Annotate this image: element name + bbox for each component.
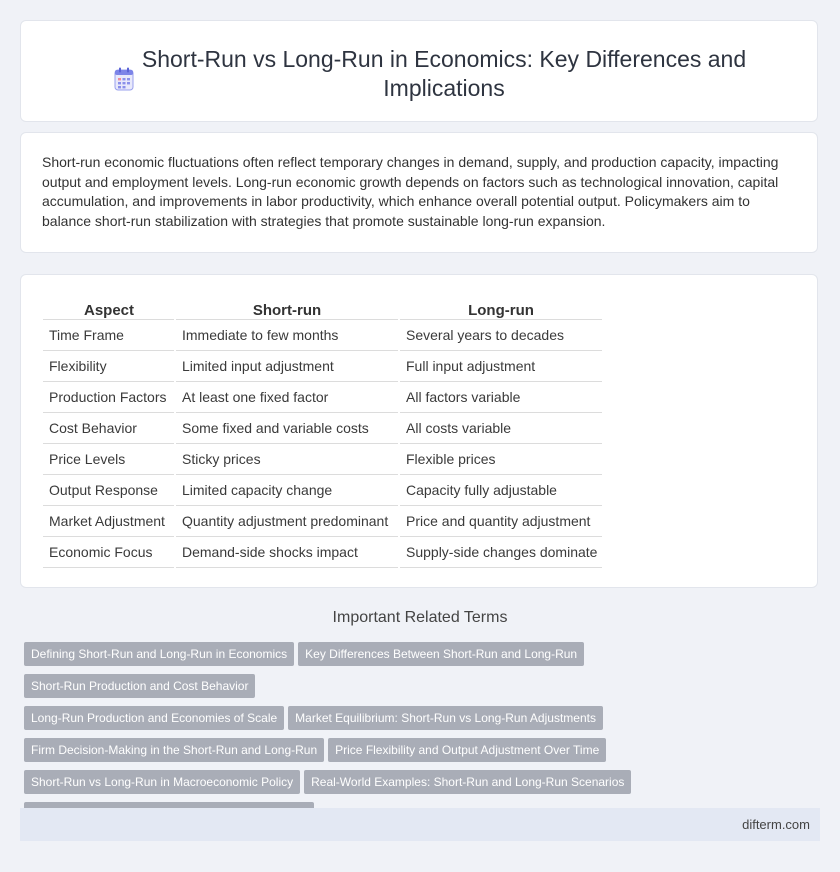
cell-short-run: Quantity adjustment predominant	[175, 506, 399, 537]
cell-long-run: Supply-side changes dominate	[399, 537, 603, 568]
cell-aspect: Economic Focus	[43, 537, 175, 568]
related-term-tag[interactable]: Key Differences Between Short-Run and Long-Run	[298, 642, 584, 666]
cell-long-run: All costs variable	[399, 413, 603, 444]
cell-short-run: Limited capacity change	[175, 475, 399, 506]
table-row	[43, 537, 603, 568]
cell-long-run: Several years to decades	[399, 320, 603, 351]
table-row	[43, 320, 603, 351]
header-short-run: Short-run	[252, 302, 322, 319]
intro-card	[20, 132, 818, 253]
header-aspect: Aspect	[83, 302, 135, 319]
related-term-tag[interactable]: Market Equilibrium: Short-Run vs Long-Run Adjustments	[288, 706, 603, 730]
cell-short-run: Sticky prices	[175, 444, 399, 475]
table-row	[43, 382, 603, 413]
table-row	[43, 351, 603, 382]
header-card	[20, 20, 818, 122]
cell-long-run: Price and quantity adjustment	[399, 506, 603, 537]
footer-bar	[20, 808, 820, 841]
cell-long-run: All factors variable	[399, 382, 603, 413]
cell-short-run: Immediate to few months	[175, 320, 399, 351]
related-term-tag[interactable]: Defining Short-Run and Long-Run in Economics	[24, 642, 294, 666]
table-header-row	[43, 294, 603, 320]
table-row	[43, 413, 603, 444]
table-row	[43, 444, 603, 475]
cell-short-run: Some fixed and variable costs	[175, 413, 399, 444]
cell-aspect: Market Adjustment	[43, 506, 175, 537]
comparison-table	[43, 294, 604, 568]
related-term-tag[interactable]: Real-World Examples: Short-Run and Long-Run Scenarios	[304, 770, 631, 794]
related-term-tag[interactable]: Long-Run Production and Economies of Scale	[24, 706, 284, 730]
cell-aspect: Cost Behavior	[43, 413, 175, 444]
intro-paragraph: Short-run economic fluctuations often reflect temporary changes in demand, supply, and production capacity, impacting output and employment levels. Long-run economic growth depends on factors such as technological innovation, capital accumulation, and improvements in labor productivity, which enhance overall potential output. Policymakers aim to balance short-run stabilization with strategies that promote sustainable long-run expansion.	[42, 154, 779, 229]
related-term-tag[interactable]: Short-Run vs Long-Run in Macroeconomic Policy	[24, 770, 300, 794]
related-term-tag[interactable]: Firm Decision-Making in the Short-Run and Long-Run	[24, 738, 324, 762]
cell-long-run: Capacity fully adjustable	[399, 475, 603, 506]
related-term-tag[interactable]: Short-Run Production and Cost Behavior	[24, 674, 255, 698]
cell-short-run: Limited input adjustment	[175, 351, 399, 382]
cell-long-run: Full input adjustment	[399, 351, 603, 382]
cell-aspect: Price Levels	[43, 444, 175, 475]
header-long-run: Long-run	[468, 302, 534, 319]
table-row	[43, 475, 603, 506]
page-title: Short-Run vs Long-Run in Economics: Key Differences and Implications	[141, 46, 747, 101]
cell-aspect: Output Response	[43, 475, 175, 506]
related-term-tag[interactable]: Price Flexibility and Output Adjustment Over Time	[328, 738, 606, 762]
related-terms-title: Important Related Terms	[332, 609, 508, 626]
cell-aspect: Production Factors	[43, 382, 175, 413]
table-row	[43, 506, 603, 537]
cell-short-run: At least one fixed factor	[175, 382, 399, 413]
cell-short-run: Demand-side shocks impact	[175, 537, 399, 568]
related-terms-list	[24, 642, 820, 834]
cell-aspect: Flexibility	[43, 351, 175, 382]
footer-site-link[interactable]: difterm.com	[742, 817, 810, 832]
cell-aspect: Time Frame	[43, 320, 175, 351]
comparison-table-card	[20, 274, 818, 588]
cell-long-run: Flexible prices	[399, 444, 603, 475]
